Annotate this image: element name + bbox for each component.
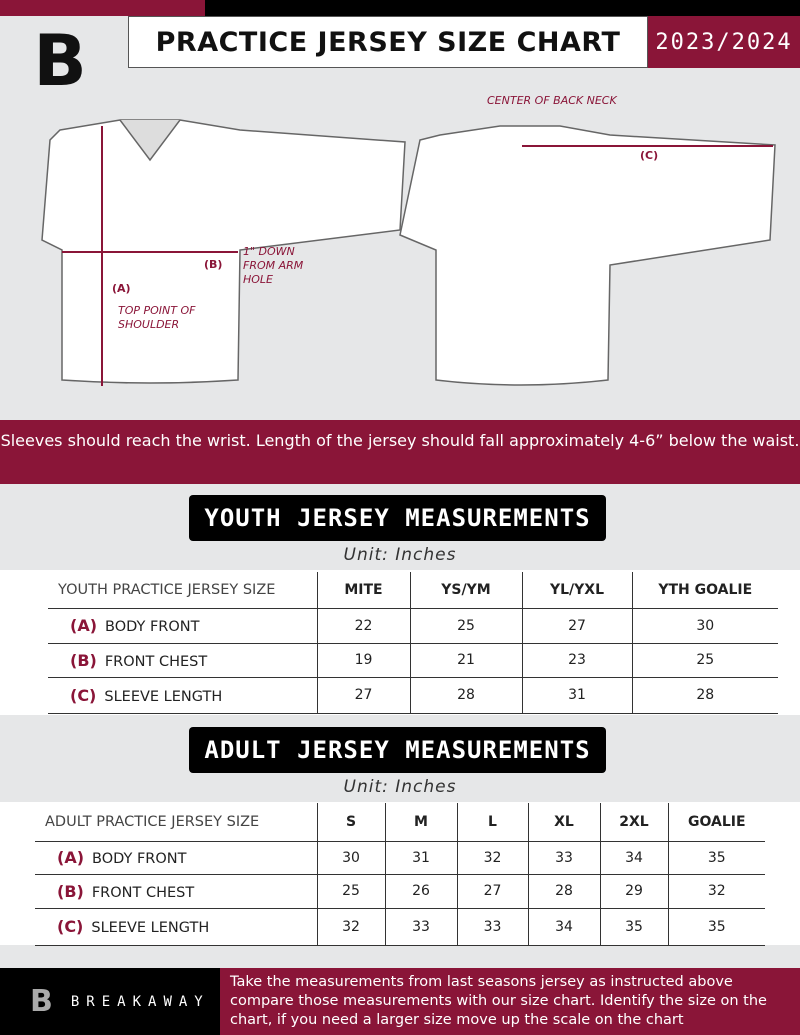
row-label — [35, 874, 317, 908]
column-header: YOUTH PRACTICE JERSEY SIZE — [48, 572, 317, 608]
top-shoulder-note: TOP POINT OF SHOULDER — [118, 304, 196, 331]
season-badge: 2023/2024 — [648, 16, 800, 68]
column-header: YTH GOALIE — [632, 572, 778, 608]
table-cell: 25 — [632, 643, 778, 677]
back-jersey-outline — [400, 126, 775, 385]
fit-note-banner: Sleeves should reach the wrist. Length of the jersey should fall approximately 4-6” below the waist. — [0, 420, 800, 484]
column-header: L — [457, 803, 528, 841]
table-row — [35, 874, 765, 908]
footer-instructions: Take the measurements from last seasons jersey as instructed above compare those measurements with our size chart. Identify the size on the chart, if you need a larger size move up the scale on the chart — [220, 968, 800, 1035]
top-black-bar — [205, 0, 800, 16]
adult-unit: Unit: Inches — [343, 777, 457, 797]
youth-size-table — [48, 572, 778, 714]
table-cell: 27 — [522, 608, 632, 643]
table-cell: 25 — [317, 874, 385, 908]
row-name: SLEEVE LENGTH — [104, 688, 223, 705]
brand-name: BREAKAWAY — [70, 993, 210, 1010]
column-header: ADULT PRACTICE JERSEY SIZE — [35, 803, 317, 841]
row-name: FRONT CHEST — [91, 884, 195, 901]
column-header: MITE — [317, 572, 410, 608]
page-title: PRACTICE JERSEY SIZE CHART — [128, 16, 648, 68]
footer-brand — [0, 968, 220, 1035]
column-header: GOALIE — [668, 803, 765, 841]
table-cell: 31 — [522, 677, 632, 713]
jersey-diagram — [0, 90, 800, 420]
row-name: FRONT CHEST — [104, 653, 208, 670]
table-cell: 33 — [385, 908, 457, 945]
table-header-row — [48, 572, 778, 608]
table-cell: 29 — [600, 874, 668, 908]
table-cell: 35 — [668, 841, 765, 874]
table-cell: 22 — [317, 608, 410, 643]
table-cell: 30 — [317, 841, 385, 874]
table-cell: 31 — [385, 841, 457, 874]
a-label: (A) — [112, 282, 131, 295]
row-code: (A) — [70, 616, 98, 635]
column-header: XL — [528, 803, 600, 841]
table-header-row — [35, 803, 765, 841]
table-cell: 27 — [317, 677, 410, 713]
c-label: (C) — [640, 149, 659, 162]
table-cell: 32 — [457, 841, 528, 874]
table-cell: 35 — [668, 908, 765, 945]
table-row — [48, 677, 778, 713]
table-cell: 28 — [410, 677, 522, 713]
youth-unit: Unit: Inches — [343, 545, 457, 565]
table-row — [35, 908, 765, 945]
table-cell: 35 — [600, 908, 668, 945]
table-cell: 32 — [317, 908, 385, 945]
center-back-neck-note: CENTER OF BACK NECK — [487, 94, 617, 107]
table-row — [35, 841, 765, 874]
table-cell: 28 — [528, 874, 600, 908]
column-header: M — [385, 803, 457, 841]
table-cell: 34 — [528, 908, 600, 945]
table-cell: 34 — [600, 841, 668, 874]
row-label — [48, 643, 317, 677]
table-cell: 33 — [528, 841, 600, 874]
youth-section-title: YOUTH JERSEY MEASUREMENTS — [189, 495, 606, 541]
column-header: YL/YXL — [522, 572, 632, 608]
row-label — [35, 908, 317, 945]
row-label — [35, 841, 317, 874]
arm-hole-note: 1" DOWN FROM ARM HOLE — [243, 245, 304, 286]
row-code: (B) — [57, 881, 84, 901]
table-cell: 28 — [632, 677, 778, 713]
row-code: (A) — [57, 848, 85, 867]
table-cell: 32 — [668, 874, 765, 908]
table-row — [48, 643, 778, 677]
adult-section-title: ADULT JERSEY MEASUREMENTS — [189, 727, 606, 773]
table-cell: 26 — [385, 874, 457, 908]
logo: B — [33, 20, 87, 102]
row-name: SLEEVE LENGTH — [91, 920, 210, 936]
row-label — [48, 608, 317, 643]
table-row — [48, 608, 778, 643]
row-label — [48, 677, 317, 713]
table-cell: 30 — [632, 608, 778, 643]
adult-size-table — [35, 803, 765, 946]
table-cell: 27 — [457, 874, 528, 908]
column-header: 2XL — [600, 803, 668, 841]
row-code: (C) — [57, 917, 84, 936]
table-cell: 23 — [522, 643, 632, 677]
table-cell: 19 — [317, 643, 410, 677]
row-code: (B) — [70, 650, 97, 670]
table-cell: 33 — [457, 908, 528, 945]
column-header: YS/YM — [410, 572, 522, 608]
column-header: S — [317, 803, 385, 841]
table-cell: 25 — [410, 608, 522, 643]
row-name: BODY FRONT — [92, 851, 187, 867]
row-name: BODY FRONT — [105, 619, 200, 635]
row-code: (C) — [70, 685, 97, 705]
top-accent-bar — [0, 0, 205, 16]
footer-logo: B — [30, 984, 53, 1019]
b-label: (B) — [204, 258, 223, 271]
table-cell: 21 — [410, 643, 522, 677]
